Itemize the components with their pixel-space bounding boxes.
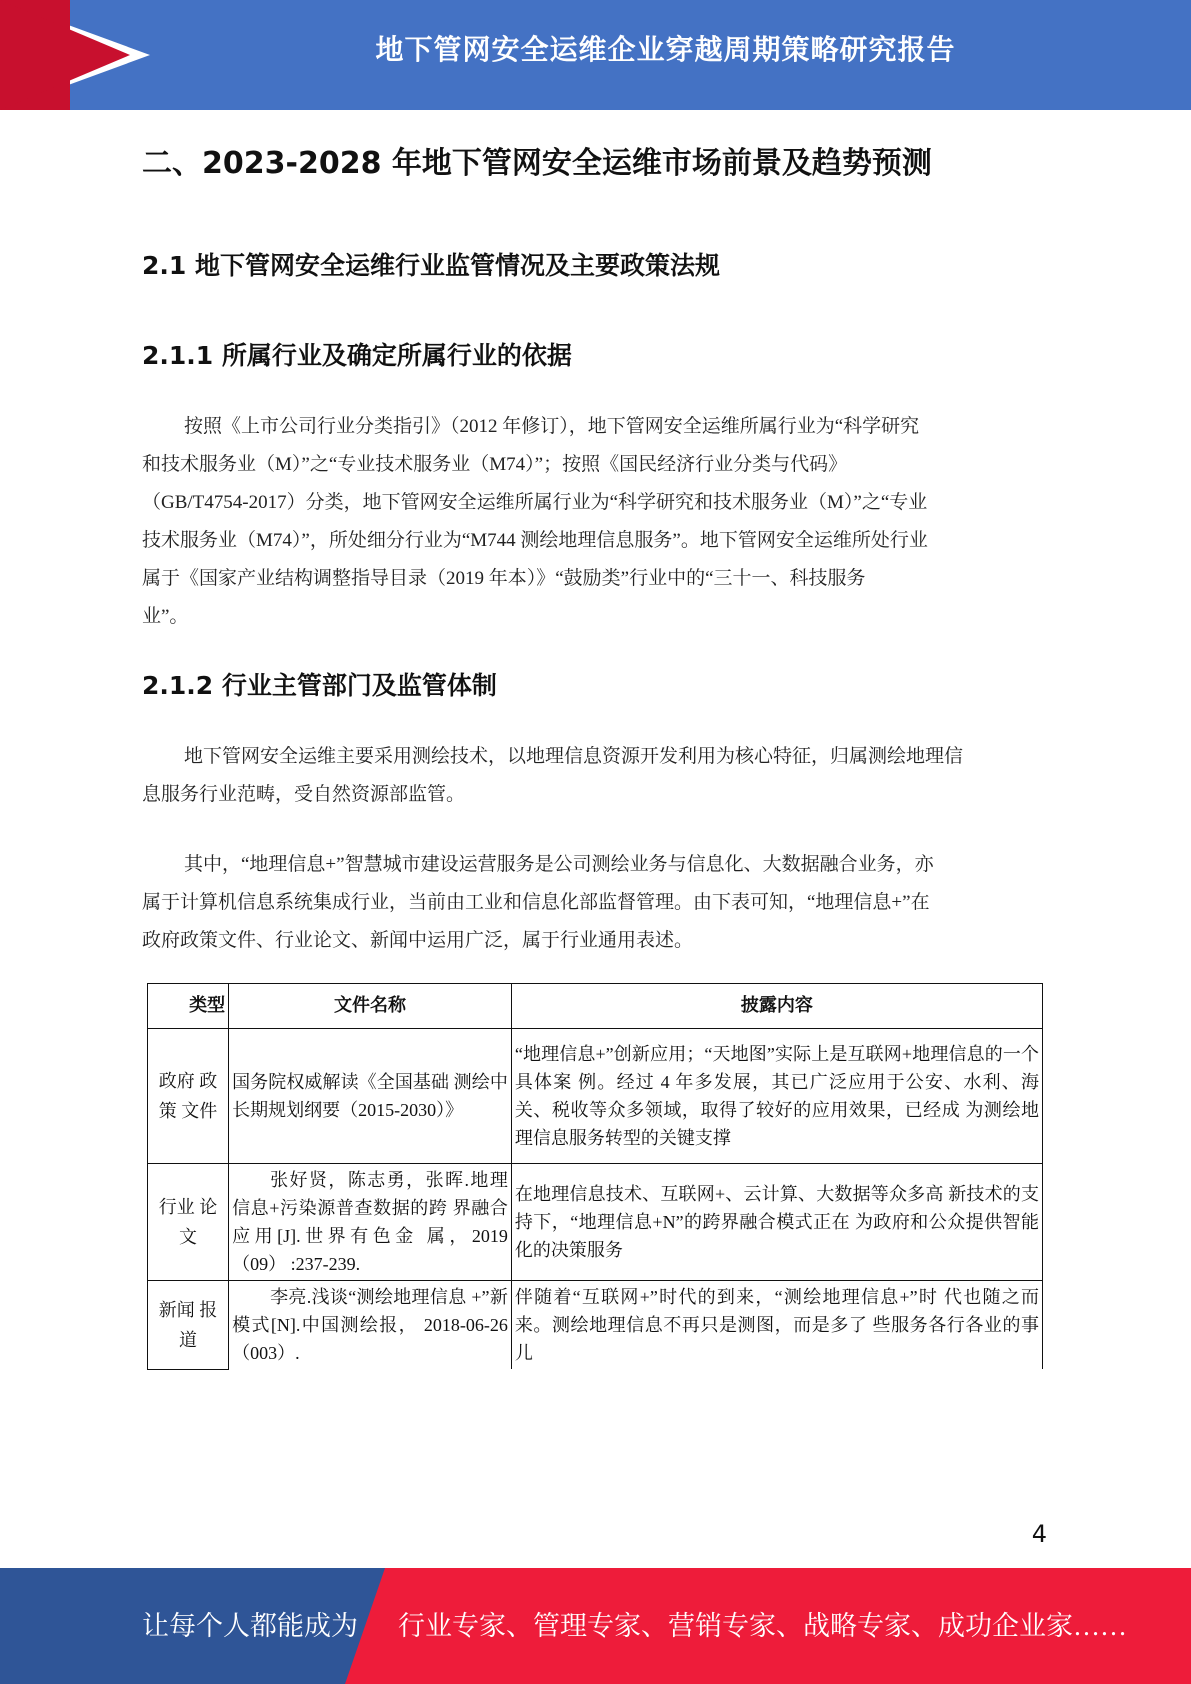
page-header bbox=[0, 0, 1191, 110]
paragraph-line: （GB/T4754-2017）分类，地下管网安全运维所属行业为“科学研究和技术服务业（M）”之“专业 bbox=[142, 492, 928, 513]
header-title: 地下管网安全运维企业穿越周期策略研究报告 bbox=[375, 33, 956, 66]
paragraph-industry-basis bbox=[142, 408, 1048, 636]
footer-slogan-right: 行业专家、管理专家、营销专家、战略专家、成功企业家…… bbox=[398, 1611, 1127, 1641]
table-cell-desc: 在地理信息技术、互联网+、云计算、大数据等众多高 新技术的支持下，“地理信息+N”的跨界融合模式正在 为政府和公众提供智能化的决策服务 bbox=[511, 1164, 1042, 1281]
table-cell-type: 新闻 报道 bbox=[148, 1281, 229, 1370]
paragraph-line: 息服务行业范畴，受自然资源部监管。 bbox=[142, 784, 466, 805]
footer-slogan-left: 让每个人都能成为 bbox=[142, 1611, 358, 1641]
paragraph-line: 属于计算机信息系统集成行业，当前由工业和信息化部监督管理。由下表可知，“地理信息+”在 bbox=[142, 892, 930, 913]
page-number: 4 bbox=[1031, 1520, 1047, 1548]
table-cell-doc: 张好贤，陈志勇，张晖.地理信息+污染源普查数据的跨 界融合应用[J].世界有色金 属，2019（09） :237-239. bbox=[229, 1164, 512, 1281]
chapter-heading: 二、2023-2028 年地下管网安全运维市场前景及趋势预测 bbox=[142, 146, 932, 181]
table-row bbox=[148, 1164, 1043, 1281]
table-cell-type: 政府 政 策 文件 bbox=[148, 1029, 229, 1164]
paragraph-line: 业”。 bbox=[142, 606, 189, 627]
page-footer bbox=[0, 1568, 1191, 1684]
header-chevron-red bbox=[0, 0, 130, 110]
disclosure-table bbox=[147, 983, 1043, 1370]
paragraph-line: 其中，“地理信息+”智慧城市建设运营服务是公司测绘业务与信息化、大数据融合业务，亦 bbox=[184, 854, 934, 875]
paragraph-line: 和技术服务业（M）”之“专业技术服务业（M74）”；按照《国民经济行业分类与代码》 bbox=[142, 454, 848, 475]
table-header-desc: 披露内容 bbox=[511, 984, 1042, 1029]
paragraph-line: 属于《国家产业结构调整指导目录（2019 年本）》“鼓励类”行业中的“三十一、科技服务 bbox=[142, 568, 866, 589]
table-row bbox=[148, 1281, 1043, 1370]
section-heading-2-1: 2.1 地下管网安全运维行业监管情况及主要政策法规 bbox=[142, 251, 720, 280]
paragraph-line: 政府政策文件、行业论文、新闻中运用广泛，属于行业通用表述。 bbox=[142, 930, 694, 951]
paragraph-geo-info-plus bbox=[142, 846, 1048, 960]
table-row bbox=[148, 1029, 1043, 1164]
section-heading-2-1-2: 2.1.2 行业主管部门及监管体制 bbox=[142, 671, 497, 700]
table-header-row bbox=[148, 984, 1043, 1029]
section-heading-2-1-1: 2.1.1 所属行业及确定所属行业的依据 bbox=[142, 341, 572, 370]
paragraph-line: 技术服务业（M74）”，所处细分行业为“M744 测绘地理信息服务”。地下管网安全运维所处行业 bbox=[142, 530, 928, 551]
paragraph-line: 地下管网安全运维主要采用测绘技术，以地理信息资源开发利用为核心特征，归属测绘地理信 bbox=[184, 746, 964, 767]
table-cell-doc: 国务院权威解读《全国基础 测绘中长期规划纲要（2015-2030）》 bbox=[229, 1029, 512, 1164]
paragraph-line: 按照《上市公司行业分类指引》（2012 年修订），地下管网安全运维所属行业为“科学研究 bbox=[184, 416, 920, 437]
paragraph-regulator bbox=[142, 738, 1048, 814]
table-cell-type: 行业 论文 bbox=[148, 1164, 229, 1281]
table-header-type: 类型 bbox=[148, 984, 229, 1029]
table-header-doc: 文件名称 bbox=[229, 984, 512, 1029]
table-cell-desc: “地理信息+”创新应用；“天地图”实际上是互联网+地理信息的一个具体案 例。经过 4 年多发展，其已广泛应用于公安、水利、海 关、税收等众多领域，取得了较好的应用效果，已经成 为测绘地理信息服务转型的关键支撑 bbox=[511, 1029, 1042, 1164]
table-cell-doc: 李亮.浅谈“测绘地理信息 +”新模式[N].中国测绘报， 2018-06-26 （003）. bbox=[229, 1281, 512, 1370]
table-cell-desc: 伴随着“互联网+”时代的到来，“测绘地理信息+”时 代也随之而来。测绘地理信息不再只是测图，而是多了 些服务各行各业的事儿 bbox=[511, 1281, 1042, 1370]
